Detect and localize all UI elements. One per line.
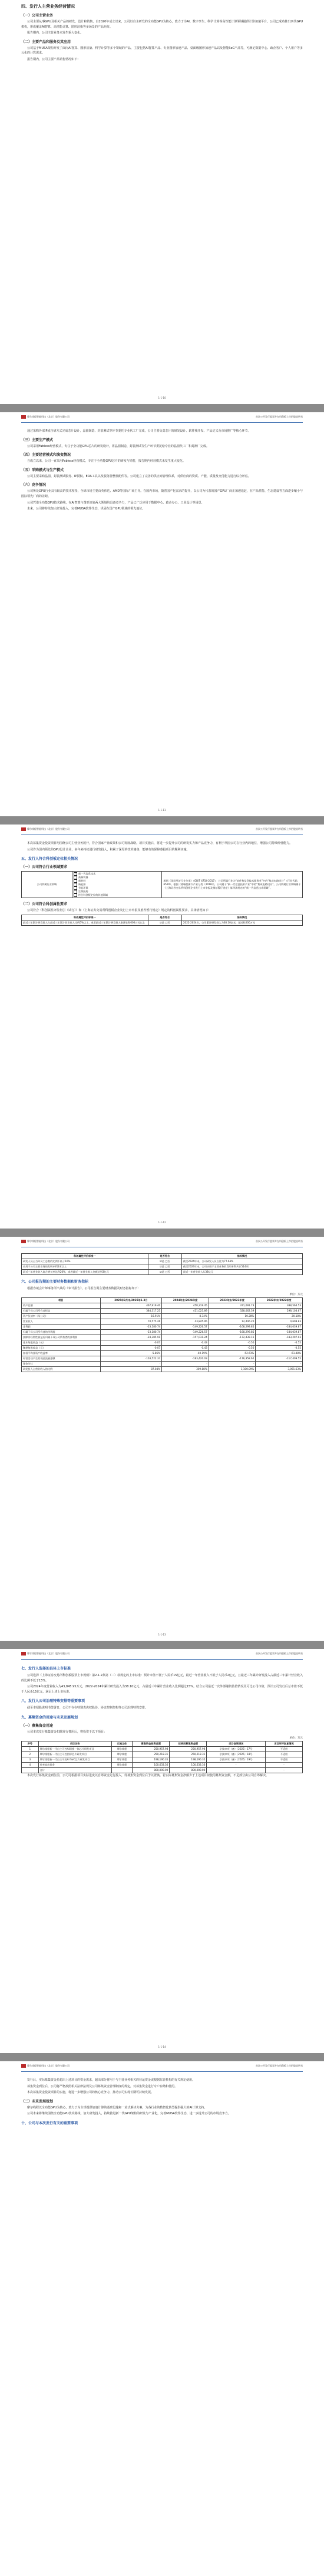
subsection-heading: （二）未来发展规划 [21, 2099, 54, 2104]
option-row: 新能源 [74, 883, 161, 886]
header-left: 摩尔线程智能科技（北京）股份有限公司 [27, 2064, 70, 2067]
table-row: 加权平均净资产收益率 -5.86% -40.19% -52.61% -61.48% [22, 1350, 303, 1356]
page-4 [0, 1237, 324, 1641]
paragraph: 募集资金到位后，公司将严格按照相关法律法规及公司募集资金管理制度的规定，对募集资金进行专户存储和使用。 [27, 2084, 178, 2088]
table-cell: 根据《国民经济行业分类》（GB/T 4754-2017），公司所属行业为“软件和信息技术服务业”中的“集成电路设计”（行业代码：6520）。根据《战略性新兴产业分类（2018）》，公司属于“新一代信息技术产业”中的“集成电路设计”。公司所属行业领域属于《上海证券交易所科创板企业发行上市申报及推荐暂行规定》第四条规定的“新一代信息技术领域”。 [162, 872, 303, 898]
page-number: 1-1-14 [158, 2045, 166, 2048]
option-row: 新材料 [74, 879, 161, 883]
paragraph: 发行后，实际募集资金若超出上述项目的资金需求，超出部分将用于与主营业务相关的营运资金或根据监管机构的有关规定使用。 [27, 2078, 196, 2082]
paragraph: 公司本次发行募集资金扣除发行费用后，将投资于以下项目： [27, 1730, 107, 1734]
checkbox-icon [74, 893, 77, 897]
option-row: 高端装备 [74, 876, 161, 879]
header-right: 首次公开发行股票并在科创板上市招股说明书 [256, 827, 303, 830]
table-header: 指标情况 [181, 915, 302, 920]
paragraph: 公司主要采购晶圆、封装测试服务、IP授权、EDA工具以及服务器整机配件等。公司建立了完善的供应商管理体系，对供应商的资质、产能、质量及交付能力进行综合评估。 [27, 474, 251, 478]
page-header [21, 412, 303, 423]
table-header: 指标情况 [181, 1254, 302, 1259]
paragraph: 公司符合《科创属性评价指引（试行）》和《上海证券交易所科创板企业发行上市申报及推荐暂行规定》规定的科创属性要求，具体情况如下： [27, 909, 211, 913]
table-row: 扣除非经常性损益后归属于母公司所有者的净利润 -24,385.91 -157,031.24 -172,439.16 -183,297.03 [22, 1335, 303, 1340]
page-5 [0, 1649, 324, 2053]
page-number: 1-1-13 [158, 1633, 166, 1636]
header-right: 首次公开发行股票并在科创板上市招股说明书 [256, 2064, 303, 2067]
page-6 [0, 2061, 324, 2576]
subsection-heading: （一）募集资金用途 [21, 1723, 54, 1728]
subsection-heading: （三）主要生产模式 [21, 438, 54, 442]
unit-label: 单位：万元 [289, 1293, 303, 1296]
table-header: 科创属性评价标准一 [22, 915, 148, 920]
table-row: 净利润 -23,180.74 -149,226.57 -168,299.85 -184,039.87 [22, 1324, 303, 1329]
section-heading: 五、发行人符合科创板定位相关情况 [21, 857, 78, 862]
paragraph: 本次发行募集资金到位前，公司可根据项目实际进度以自筹资金先行投入，待募集资金到位后予以置换。若实际募集资金净额少于上述项目拟使用募集资金额，不足部分由公司自筹解决。 [27, 1773, 269, 1777]
checkbox-checked-icon: ✓ [74, 872, 77, 876]
header-left: 摩尔线程智能科技（北京）股份有限公司 [27, 827, 70, 830]
table-row: 稀释每股收益（元） -0.07 -0.43 -0.50 -0.55 [22, 1345, 303, 1350]
fund-use-table: 序号 项目名称 实施主体 募集资金投资总额 拟使用募集资金额 项目备案情况 项目环评批复情况 1 摩尔线程新一代自主可控AI训推一体芯片研发项目 摩尔线程 250,957.98 250,957.98 京技审项（备）〔2025〕17号 不适用 2 摩尔线程新一代自主可控图形芯片研发项目 摩尔线程 250,218.31 250,218.31 京技审项（备）〔2025〕18号 不适用 3 摩尔线程新一代自主可控AI SoC芯片研发项目 摩尔线程 198,190.35 198,190.35 京技审项（备）〔2025〕19号 不适用 4 补充流动资金 摩尔线程 100,633.36 100,633.36 - - 合计 800,000.00 800,000.00 - - [21, 1741, 303, 1773]
sci-attr-table [21, 915, 303, 926]
page-number: 1-1-10 [158, 396, 166, 399]
option-row: 符合科创板定位的其他领域 [74, 893, 161, 897]
table-row: 合计 800,000.00 800,000.00 - - [22, 1767, 303, 1773]
page-header [21, 1237, 303, 1247]
page-header [21, 825, 303, 835]
page-header [21, 2061, 303, 2072]
paragraph: 公司未来将继续围绕全功能GPU技术路线，加大研发投入，持续推进新一代GPU架构的研发与产业化，完善MUSA软件生态，进一步提升公司的市场竞争力。 [27, 2112, 231, 2116]
paragraph: 报告期内，公司主要产品销售情况如下： [27, 57, 81, 61]
table-header: 是否符合 [148, 915, 181, 920]
page-3 [0, 825, 324, 1229]
industry-table [21, 871, 303, 898]
table-row: 应用于公司主营业务的发明专利5项以上 ☑是 □否 截至2024年末，公司应用于主营业务的发明专利共计514项 [22, 1264, 303, 1270]
company-logo-icon [21, 1652, 26, 1655]
subsection-heading: （二）主要产品和服务及其应用 [21, 39, 71, 44]
table-header: 是否符合 [148, 1254, 181, 1259]
header-right: 首次公开发行股票并在科创板上市招股说明书 [256, 415, 303, 418]
unit-label: 单位：万元 [289, 1736, 303, 1740]
paragraph: 本次募集资金投资项目均围绕公司主营业务展开，符合国家产业政策和公司发展战略。项目实施后，将进一步提升公司的研发实力和产品竞争力，有利于巩固公司在行业内的地位，增强公司持续经营能力。 [27, 842, 293, 845]
table-row: 资产总额 467,919.40 450,319.45 371,091.73 388,564.53 [22, 1303, 303, 1308]
subsection-heading: （一）公司符合行业领域要求 [21, 865, 68, 870]
option-row: ✓ 新一代信息技术 [74, 872, 96, 876]
paragraph: 摩尔线程以全功能GPU为核心，致力于为全球提供加速计算的基础设施和一站式解决方案，为各行业的数智化转型提供强大的AI计算支持。 [27, 2105, 207, 2110]
table-row: 4 补充流动资金 摩尔线程 100,633.36 100,633.36 - - [22, 1762, 303, 1767]
header-left: 摩尔线程智能科技（北京）股份有限公司 [27, 1652, 70, 1655]
paragraph: 公司所处GPU行业具有较高的技术壁垒，全球市场主要由英伟达、AMD等国际厂商主导。在国内市场，随着国产化需求的提升，以公司为代表的国产GPU厂商正加速追赶，在产品性能、生态建设等方面逐步缩小与国际领先厂商的差距。 [21, 489, 303, 498]
subsection-heading: （二）公司符合科创属性要求 [21, 902, 68, 907]
industry-options [72, 872, 162, 898]
company-logo-icon [21, 2064, 26, 2068]
page-2 [0, 412, 324, 816]
table-row: 研发人员占当年员工总数的比例不低于10% ☑是 □否 截至2024年末，公司研发人员占比为77.63% [22, 1259, 303, 1264]
sci-attr-table-cont [21, 1253, 303, 1275]
company-logo-icon [21, 827, 26, 831]
paragraph: 本次募集资金投资项目的实施，将进一步增强公司的核心竞争力，推动公司实现长期可持续发展。 [27, 2091, 154, 2095]
paragraph: 截至本招股说明书签署日，公司不存在特别表决权股份、协议控制架构等公司治理特殊安排。 [27, 1706, 148, 1710]
paragraph: 自成立以来，公司一直采用Fabless经营模式，专注于全功能GPU芯片的研发与销售，报告期内经营模式未发生重大变化。 [27, 459, 186, 463]
paragraph: 公司作为国内领先的GPU设计企业，多年来持续进行研发投入，积累了深厚的技术储备，能够有效保障募投项目的顺利实施。 [27, 847, 190, 852]
table-row: 基本每股收益（元） -0.07 -0.43 -0.50 -0.55 [22, 1340, 303, 1345]
subsection-heading: （五）采购模式与生产模式 [21, 468, 64, 472]
table-row: 最近三年营业收入复合增长率达到20%，或者最近一年营业收入金额达到3亿元 ☑是 □否 最近一年营业收入4.38亿元 [22, 1270, 303, 1275]
table-row: 营业收入 70,575.26 43,845.95 12,446.20 4,608.83 [22, 1319, 303, 1324]
paragraph: 公司2024年度营业收入为43,845.95万元，2022-2024年累计研发投入为38.10亿元，占最近三年累计营业收入比例超过15%。结合公司最近一次外部融资估值情况及可比公司市值，预计公司发行后总市值不低于人民币15亿元，满足上述上市标准。 [21, 1685, 303, 1694]
paragraph: 公司主要从事GPU及相关产品的研发、设计和销售。自2020年成立以来，公司以自主研发的全功能GPU为核心，致力于为AI、数字孪生、科学计算等高性能计算领域提供计算加速平台。公司已成功推出四代GPU架构，形成覆盖AI智算、高性能计算、图形渲染等多场景的产品矩阵。 [21, 20, 303, 29]
option-row: 生物医药 [74, 890, 161, 893]
option-row: 节能环保 [74, 886, 161, 890]
section-heading: 六、公司报告期的主要财务数据和财务指标 [21, 1280, 89, 1284]
paragraph: 未来，公司将持续加大研发投入，完善MUSA软件生态，巩固在国产GPU领域的领先地位。 [27, 507, 146, 511]
page-number: 1-1-12 [158, 1221, 166, 1224]
section-heading: 四、发行人主营业务经营情况 [21, 4, 75, 9]
table-header: 科创属性评价标准一 [22, 1254, 148, 1259]
table-row: 1 摩尔线程新一代自主可控AI训推一体芯片研发项目 摩尔线程 250,957.98 250,957.98 京技审项（备）〔2025〕17号 不适用 [22, 1746, 303, 1751]
table-row: 经营活动产生的现金流量净额 -103,522.37 -183,420.03 -116,358.62 -117,409.55 [22, 1356, 303, 1361]
paragraph: 公司采用Fabless经营模式，专注于全功能GPU芯片的研发设计，将晶圆制造、封装测试等生产环节委托给专业的晶圆代工厂和封测厂完成。 [27, 444, 209, 448]
table-row: 资产负债率（母公司） 16.91% 8.34% 10.28% 20.18% [22, 1313, 303, 1319]
subsection-heading: （一）公司主营业务 [21, 14, 54, 18]
company-logo-icon [21, 1240, 26, 1243]
header-right: 首次公开发行股票并在科创板上市招股说明书 [256, 1240, 303, 1243]
header-left: 摩尔线程智能科技（北京）股份有限公司 [27, 415, 70, 418]
table-row: 研发投入占营业收入的比例 87.04% 309.88% 1,100.09% 3,091.63% [22, 1366, 303, 1372]
paragraph: 通过采购外部IP或自研方式完成芯片设计，晶圆制造、封装测试等环节委托专业代工厂完成，公司主要负责芯片的研发设计、软件栈开发、产品定义及市场推广等核心环节。 [27, 429, 251, 433]
table-row: 3 摩尔线程新一代自主可控AI SoC芯片研发项目 摩尔线程 198,190.35 198,190.35 京技审项（备）〔2025〕19号 不适用 [22, 1757, 303, 1762]
header-right: 首次公开发行股票并在科创板上市招股说明书 [256, 1652, 303, 1655]
page-header [21, 1649, 303, 1660]
table-row: 归属于母公司所有者权益 384,317.25 411,025.89 328,062.39 298,103.67 [22, 1308, 303, 1313]
paragraph: 报告期内，公司主营业务未发生重大变化。 [27, 31, 84, 35]
company-logo-icon [21, 415, 26, 419]
table-cell: 公司所属行业领域 [22, 872, 72, 898]
paragraph: 根据容诚会计师事务所出具的《审计报告》，公司报告期主要财务数据及财务指标如下： [27, 1287, 141, 1290]
page-1 [0, 0, 324, 404]
table-row: 归属于母公司所有者的净利润 -23,180.74 -149,226.57 -168,299.85 -184,039.87 [22, 1329, 303, 1335]
page-number: 1-1-11 [158, 809, 166, 812]
subsection-heading: （四）主要经营模式和演变情况 [21, 453, 71, 458]
section-heading: 十、公司与本次发行有关的重要事项 [21, 2121, 78, 2125]
table-row: 现金分红 - - - - [22, 1361, 303, 1366]
section-heading: 八、发行人公司治理特殊安排等重要事项 [21, 1699, 85, 1704]
paragraph: 公司凭借全功能GPU技术路线，在AI智算与图形渲染两大领域均具备竞争力，产品已广泛应用于数据中心、政企办公、工业设计等场景。 [27, 501, 204, 505]
paragraph: 公司基于MUSA架构开发了面向AI智算、图形渲染、科学计算等多个领域的产品，主要包括AI智算产品、专业图形加速产品、桌面级图形加速产品以及智能SoC产品等，可满足数据中心、政企客户、个人用户等多元化的计算需求。 [21, 46, 303, 55]
table-row: 最近三年累计研发投入占最近三年累计营业收入比例5%以上，或者最近三年累计研发投入金额在8,000万元以上 ☑是 □否 2022-2024年，公司累计研发投入为38.10亿元，超过8,000万元 [22, 920, 303, 925]
subsection-heading: （六）竞争情况 [21, 483, 47, 488]
section-heading: 七、发行人选择的具体上市标准 [21, 1667, 71, 1671]
section-heading: 九、募集资金的用途与未来发展规划 [21, 1715, 78, 1720]
financial-table: 项目 2025年3月末/2025年1-3月 2024年末/2024年度 2023年末/2023年度 2022年末/2022年度 资产总额 467,919.40 450,319.45 371,091.73 388,564.53 归属于母公司所有者权益 384,317.25 411,025.89 328,062.39 298,103.67 资产负债率（母公司） 16.91% 8.34% 10.28% 20.18% 营业收入 70,575.26 43,845.95 12,446.20 4,608.83 净利润 -23,180.74 -149,226.57 -168,299.85 -184,039.87 归属于母公司所有者的净利润 -23,180.74 -149,226.57 -168,299.85 -184,039.87 扣除非经常性损益后归属于母公司所有者的净利润 -24,385.91 -157,031.24 -172,439.16 -183,297.03 基本每股收益（元） -0.07 -0.43 -0.50 -0.55 稀释每股收益（元） -0.07 -0.43 -0.50 -0.55 加权平均净资产收益率 -5.86% -40.19% -52.61% -61.48% 经营活动产生的现金流量净额 -103,522.37 -183,420.03 -116,358.62 -117,409.55 现金分红 - - - - 研发投入占营业收入的比例 87.04% 309.88% 1,100.09% 3,091.63% [21, 1297, 303, 1372]
paragraph: 公司选择《上海证券交易所科创板股票上市规则》第2.1.2条第（二）款规定的上市标准：预计市值不低于人民币15亿元，最近一年营业收入不低于人民币2亿元，且最近三年累计研发投入占最近三年累计营业收入的比例不低于15%。 [21, 1674, 303, 1683]
header-left: 摩尔线程智能科技（北京）股份有限公司 [27, 1240, 70, 1243]
table-row: 2 摩尔线程新一代自主可控图形芯片研发项目 摩尔线程 250,218.31 250,218.31 京技审项（备）〔2025〕18号 不适用 [22, 1751, 303, 1757]
